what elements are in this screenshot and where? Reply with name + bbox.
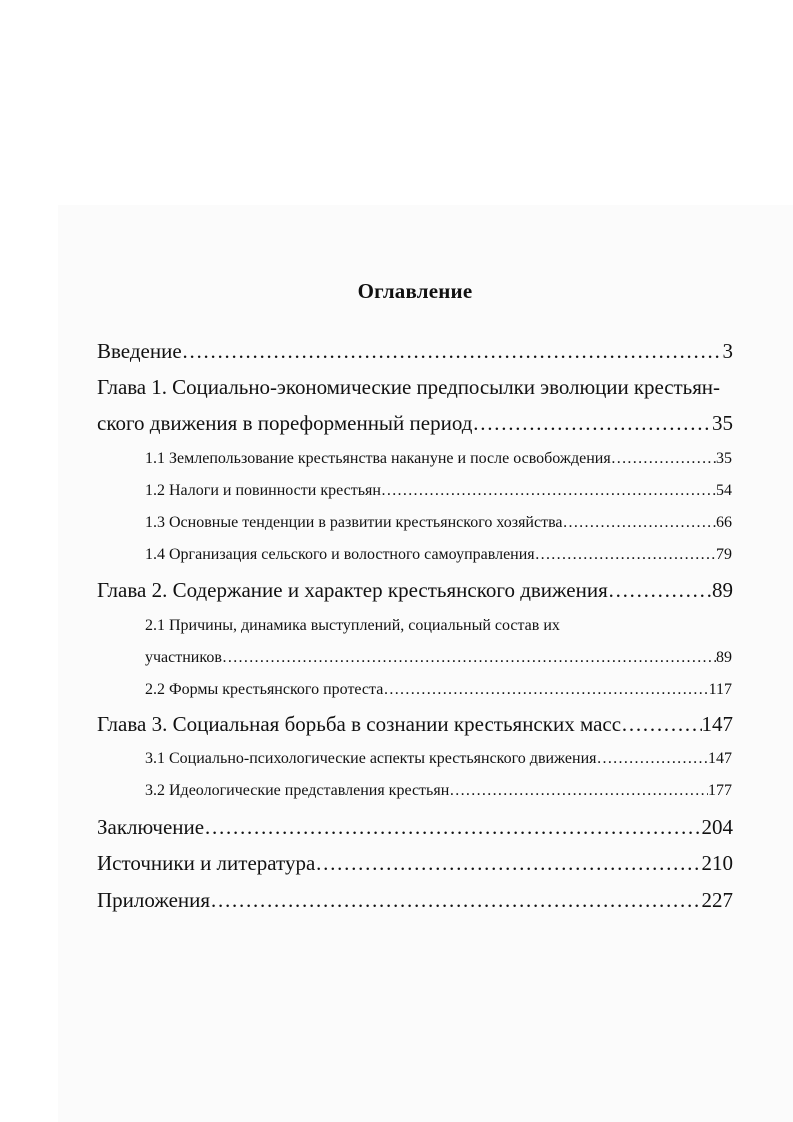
toc-entry-page: 210 <box>701 851 733 875</box>
toc-entry-introduction[interactable] <box>97 339 733 364</box>
toc-entry-conclusion[interactable] <box>97 815 733 840</box>
toc-entry-chapter3[interactable] <box>97 712 733 737</box>
leader-dots <box>383 681 708 699</box>
toc-entry-label: Глава 2. Содержание и характер крестьянского движения <box>97 578 608 602</box>
toc-entry-label: 1.3 Основные тенденции в развитии крестьянского хозяйства <box>145 514 563 531</box>
toc-entry-1-2[interactable] <box>145 482 732 500</box>
toc-entry-page: 117 <box>708 681 732 698</box>
toc-entry-page: 35 <box>716 450 732 467</box>
toc-entry-sources[interactable] <box>97 851 733 876</box>
leader-dots <box>596 750 708 768</box>
toc-entry-page: 66 <box>716 514 732 531</box>
toc-entry-label: 2.2 Формы крестьянского протеста <box>145 681 384 698</box>
toc-entry-label: 3.2 Идеологические представления крестьян <box>145 782 450 799</box>
toc-entry-label: Глава 3. Социальная борьба в сознании крестьянских масс <box>97 712 622 736</box>
toc-entry-label: 3.1 Социально-психологические аспекты крестьянского движения <box>145 750 597 767</box>
leader-dots <box>204 815 701 840</box>
toc-entry-page: 35 <box>712 411 733 435</box>
leader-dots <box>381 482 716 500</box>
toc-entry-page: 79 <box>716 546 732 563</box>
toc-entry-label: участников <box>145 649 222 666</box>
toc-entry-3-2[interactable] <box>145 782 732 800</box>
leader-dots <box>472 411 712 436</box>
toc-entry-label: 1.1 Землепользование крестьянства накануне и после освобождения <box>145 450 611 467</box>
toc-entry-3-1[interactable] <box>145 750 732 768</box>
toc-entry-label: Приложения <box>97 888 211 912</box>
toc-entry-2-2[interactable] <box>145 681 732 699</box>
toc-entry-label: 1.4 Организация сельского и волостного самоуправления <box>145 546 535 563</box>
toc-entry-page: 89 <box>716 649 732 666</box>
toc-entry-page: 3 <box>722 339 733 363</box>
toc-entry-page: 227 <box>701 888 733 912</box>
toc-entry-label: ского движения в пореформенный период <box>97 411 473 435</box>
leader-dots <box>563 514 716 532</box>
toc-entry-page: 147 <box>701 712 733 736</box>
toc-entry-label: Введение <box>97 339 182 363</box>
leader-dots <box>621 712 701 737</box>
leader-dots <box>210 888 701 913</box>
leader-dots <box>449 782 708 800</box>
toc-entry-2-1-line1[interactable]: 2.1 Причины, динамика выступлений, социальный состав их <box>145 617 560 634</box>
toc-entry-label: Источники и литература <box>97 851 316 875</box>
leader-dots <box>608 578 712 603</box>
leader-dots <box>182 339 723 364</box>
toc-entry-page: 147 <box>708 750 732 767</box>
toc-entry-chapter1-line1[interactable]: Глава 1. Социально-экономические предпосылки эволюции крестьян- <box>97 375 720 399</box>
toc-entry-page: 54 <box>716 482 732 499</box>
toc-entry-label: 1.2 Налоги и повинности крестьян <box>145 482 381 499</box>
toc-entry-page: 177 <box>708 782 732 799</box>
leader-dots <box>611 450 716 468</box>
toc-entry-2-1[interactable] <box>145 649 732 667</box>
toc-entry-page: 89 <box>712 578 733 602</box>
leader-dots <box>315 851 701 876</box>
leader-dots <box>222 649 716 667</box>
toc-entry-page: 204 <box>701 815 733 839</box>
toc-entry-1-1[interactable] <box>145 450 732 468</box>
toc-entry-chapter1[interactable] <box>97 411 733 436</box>
toc-entry-appendices[interactable] <box>97 888 733 913</box>
toc-entry-label: Заключение <box>97 815 205 839</box>
toc-entry-1-4[interactable] <box>145 546 732 564</box>
toc-entry-chapter2[interactable] <box>97 578 733 603</box>
toc-title: Оглавление <box>357 279 473 303</box>
toc-entry-1-3[interactable] <box>145 514 732 532</box>
leader-dots <box>535 546 716 564</box>
